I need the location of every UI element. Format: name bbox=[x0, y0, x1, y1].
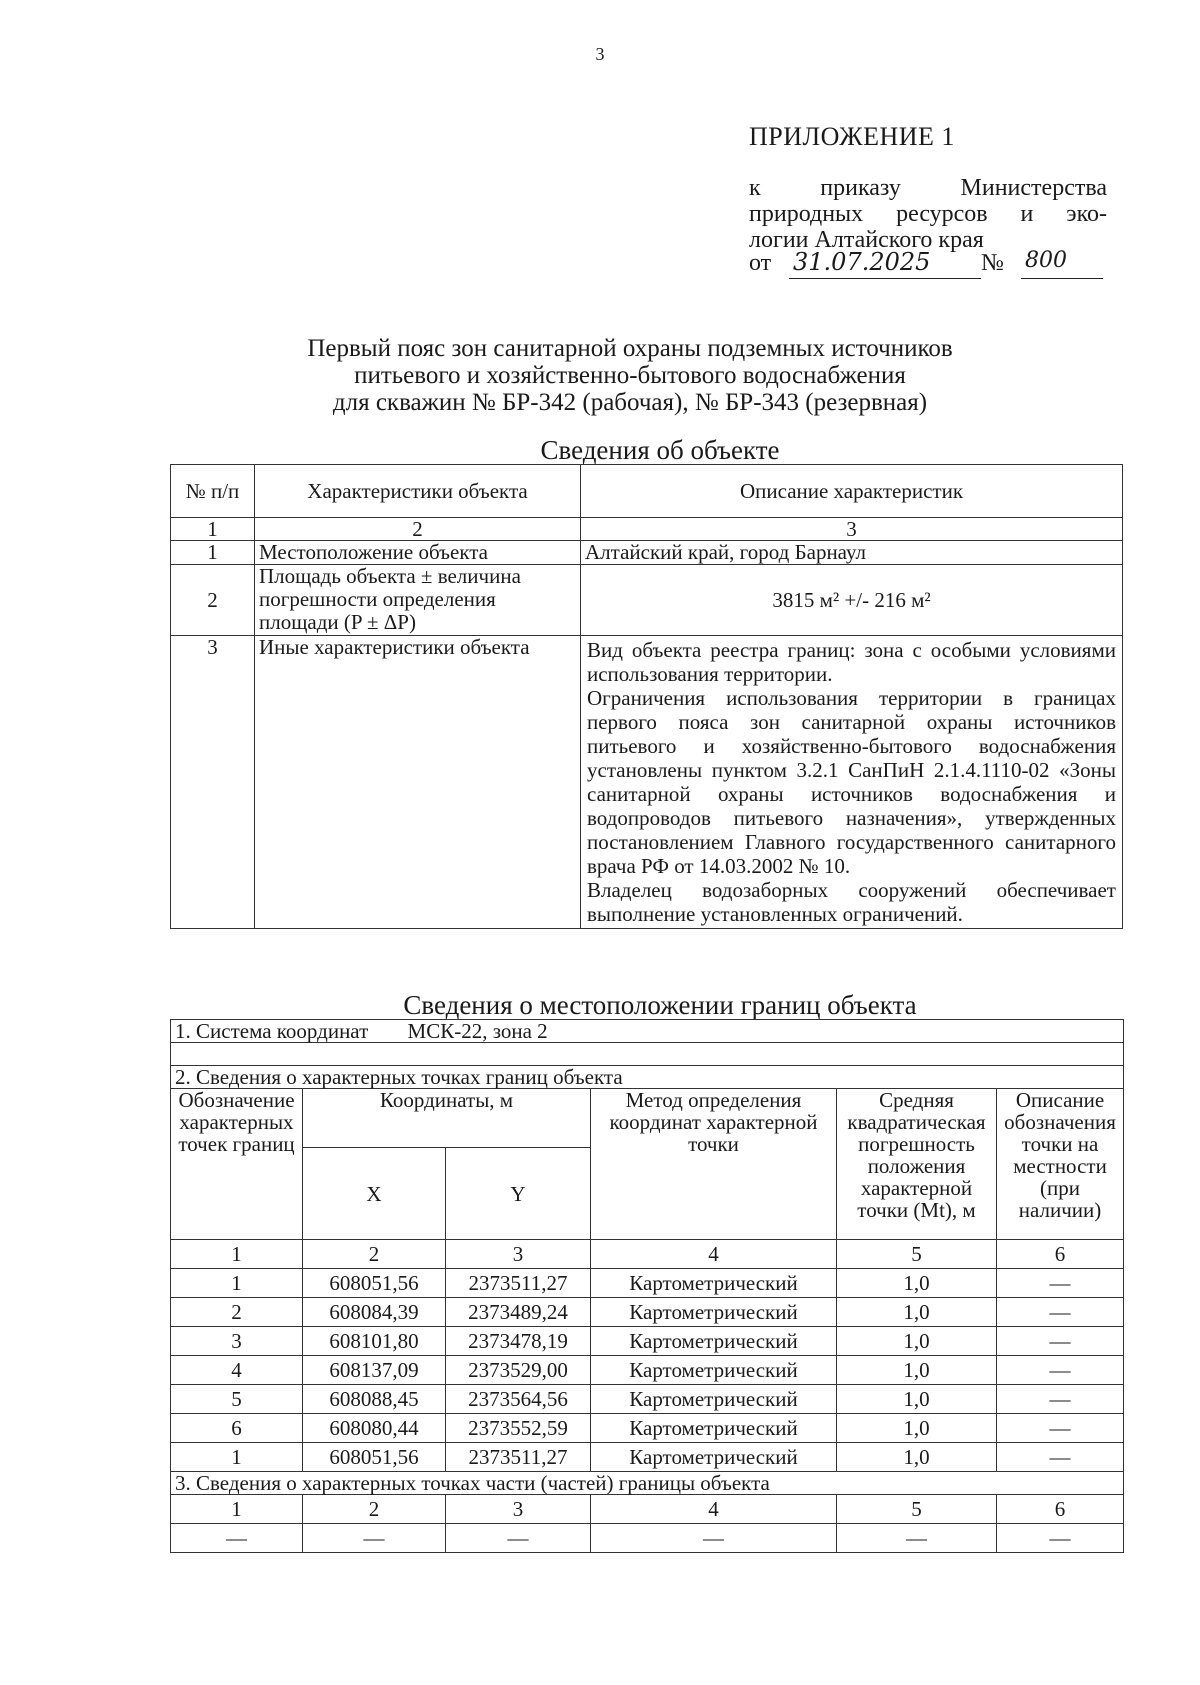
table-header-row bbox=[171, 465, 1123, 518]
row-value: Алтайский край, город Барнаул bbox=[581, 541, 1123, 565]
document-title-line-3: для скважин № БР-342 (рабочая), № БР-343 (резервная) bbox=[332, 389, 928, 416]
table-row bbox=[171, 1298, 1124, 1327]
point-desc: — bbox=[997, 1327, 1124, 1356]
header-x: X bbox=[303, 1148, 446, 1240]
appendix-line-1: к приказу Министерства bbox=[749, 175, 1107, 201]
header-characteristic: Характеристики объекта bbox=[255, 465, 581, 518]
document-title-line-2: питьевого и хозяйственно-бытового водоснабжения bbox=[354, 362, 906, 389]
point-method: Картометрический bbox=[591, 1298, 837, 1327]
parts-cell: — bbox=[303, 1524, 446, 1553]
row-num: 2 bbox=[171, 565, 255, 636]
row-value bbox=[581, 636, 1123, 929]
document-title bbox=[200, 335, 1060, 416]
col-num: 2 bbox=[255, 518, 581, 541]
parts-data-row bbox=[171, 1524, 1124, 1553]
row-num: 3 bbox=[171, 636, 255, 929]
description-paragraph: Владелец водозаборных сооружений обеспечивает выполнение установленных ограничений. bbox=[587, 878, 1116, 926]
point-x: 608051,56 bbox=[303, 1443, 446, 1472]
header-y: Y bbox=[446, 1148, 591, 1240]
col-num: 3 bbox=[446, 1495, 591, 1524]
coord-system-label: 1. Система координат bbox=[175, 1019, 369, 1043]
point-method: Картометрический bbox=[591, 1443, 837, 1472]
table-row bbox=[171, 541, 1123, 565]
point-y: 2373529,00 bbox=[446, 1356, 591, 1385]
point-method: Картометрический bbox=[591, 1327, 837, 1356]
header-error: Средняя квадратическая погрешность положения характерной точки (Mt), м bbox=[837, 1089, 997, 1240]
point-desc: — bbox=[997, 1356, 1124, 1385]
header-point-label: Обозначение характерных точек границ bbox=[171, 1089, 303, 1240]
point-mt: 1,0 bbox=[837, 1269, 997, 1298]
table-row bbox=[171, 1327, 1124, 1356]
point-id: 1 bbox=[171, 1269, 303, 1298]
header-num: № п/п bbox=[171, 465, 255, 518]
row-value: 3815 м² +/- 216 м² bbox=[581, 565, 1123, 636]
spacer-row bbox=[171, 1043, 1124, 1066]
appendix-line-2: природных ресурсов и эко- bbox=[749, 201, 1107, 227]
coord-system-value: МСК-22, зона 2 bbox=[407, 1019, 548, 1043]
point-method: Картометрический bbox=[591, 1385, 837, 1414]
header-coords: Координаты, м bbox=[303, 1089, 591, 1148]
point-id: 5 bbox=[171, 1385, 303, 1414]
parts-cell: — bbox=[837, 1524, 997, 1553]
point-method: Картометрический bbox=[591, 1269, 837, 1298]
parts-cell: — bbox=[591, 1524, 837, 1553]
point-mt: 1,0 bbox=[837, 1414, 997, 1443]
coord-system-row bbox=[171, 1020, 1124, 1043]
appendix-line-3: логии Алтайского края bbox=[749, 227, 984, 253]
points-section-row bbox=[171, 1066, 1124, 1089]
column-number-row bbox=[171, 518, 1123, 541]
col-num: 5 bbox=[837, 1240, 997, 1269]
point-mt: 1,0 bbox=[837, 1356, 997, 1385]
table-row bbox=[171, 1356, 1124, 1385]
table-row bbox=[171, 1443, 1124, 1472]
page-number: 3 bbox=[595, 44, 605, 64]
point-method: Картометрический bbox=[591, 1414, 837, 1443]
point-y: 2373511,27 bbox=[446, 1443, 591, 1472]
point-y: 2373489,24 bbox=[446, 1298, 591, 1327]
spacer-cell bbox=[171, 1043, 1124, 1066]
point-mt: 1,0 bbox=[837, 1385, 997, 1414]
table-row bbox=[171, 1414, 1124, 1443]
location-info-table bbox=[170, 1019, 1124, 1553]
point-y: 2373478,19 bbox=[446, 1327, 591, 1356]
table-row bbox=[171, 1385, 1124, 1414]
parts-section-row bbox=[171, 1472, 1124, 1495]
order-date-handwritten: 31.07.2025 bbox=[789, 248, 981, 279]
point-id: 1 bbox=[171, 1443, 303, 1472]
object-info-table bbox=[170, 464, 1123, 929]
point-desc: — bbox=[997, 1269, 1124, 1298]
col-num: 1 bbox=[171, 1495, 303, 1524]
point-id: 3 bbox=[171, 1327, 303, 1356]
col-num: 4 bbox=[591, 1240, 837, 1269]
number-label: № bbox=[981, 250, 1004, 276]
column-number-row bbox=[171, 1240, 1124, 1269]
point-id: 2 bbox=[171, 1298, 303, 1327]
point-x: 608101,80 bbox=[303, 1327, 446, 1356]
header-description: Описание характеристик bbox=[581, 465, 1123, 518]
description-paragraph: Ограничения использования территории в границах первого пояса зон санитарной охраны источников питьевого и хозяйственно-бытового водоснабжения установлены пунктом 3.2.1 СанПиН 2.1.4.1110-02 «Зоны санитарной охраны источников водоснабжения и водопроводов питьевого назначения», утвержденных постановлением Главного государственного санитарного врача РФ от 14.03.2002 № 10. bbox=[587, 686, 1116, 878]
row-num: 1 bbox=[171, 541, 255, 565]
parts-cell: — bbox=[171, 1524, 303, 1553]
parts-section-label: 3. Сведения о характерных точках части (частей) границы объекта bbox=[171, 1472, 1124, 1495]
point-mt: 1,0 bbox=[837, 1298, 997, 1327]
col-num: 6 bbox=[997, 1495, 1124, 1524]
appendix-title: ПРИЛОЖЕНИЕ 1 bbox=[749, 122, 955, 151]
row-name: Площадь объекта ± величина погрешности определения площади (P ± ΔP) bbox=[255, 565, 581, 636]
location-info-title: Сведения о местоположении границ объекта bbox=[403, 990, 917, 1020]
row-name: Иные характеристики объекта bbox=[255, 636, 581, 929]
col-num: 4 bbox=[591, 1495, 837, 1524]
point-x: 608084,39 bbox=[303, 1298, 446, 1327]
point-x: 608051,56 bbox=[303, 1269, 446, 1298]
point-x: 608088,45 bbox=[303, 1385, 446, 1414]
row-name: Местоположение объекта bbox=[255, 541, 581, 565]
point-id: 6 bbox=[171, 1414, 303, 1443]
table-row bbox=[171, 636, 1123, 929]
point-y: 2373511,27 bbox=[446, 1269, 591, 1298]
document-title-line-1: Первый пояс зон санитарной охраны подземных источников bbox=[307, 335, 953, 362]
col-num: 1 bbox=[171, 518, 255, 541]
point-y: 2373552,59 bbox=[446, 1414, 591, 1443]
appendix-date-line bbox=[749, 250, 1109, 280]
points-section-label: 2. Сведения о характерных точках границ объекта bbox=[171, 1066, 1124, 1089]
header-description: Описание обозначения точки на местности (при наличии) bbox=[997, 1089, 1124, 1240]
parts-column-number-row bbox=[171, 1495, 1124, 1524]
col-num: 3 bbox=[581, 518, 1123, 541]
table-row bbox=[171, 1269, 1124, 1298]
point-desc: — bbox=[997, 1414, 1124, 1443]
point-method: Картометрический bbox=[591, 1356, 837, 1385]
col-num: 2 bbox=[303, 1240, 446, 1269]
col-num: 2 bbox=[303, 1495, 446, 1524]
col-num: 3 bbox=[446, 1240, 591, 1269]
point-id: 4 bbox=[171, 1356, 303, 1385]
object-info-title: Сведения об объекте bbox=[540, 435, 780, 465]
table-row bbox=[171, 565, 1123, 636]
point-x: 608080,44 bbox=[303, 1414, 446, 1443]
order-number-handwritten: 800 bbox=[1021, 248, 1103, 279]
point-desc: — bbox=[997, 1298, 1124, 1327]
point-desc: — bbox=[997, 1385, 1124, 1414]
point-desc: — bbox=[997, 1443, 1124, 1472]
header-method: Метод определения координат характерной точки bbox=[591, 1089, 837, 1240]
col-num: 5 bbox=[837, 1495, 997, 1524]
parts-cell: — bbox=[446, 1524, 591, 1553]
point-x: 608137,09 bbox=[303, 1356, 446, 1385]
coord-system-cell bbox=[171, 1020, 1124, 1043]
points-header-row bbox=[171, 1089, 1124, 1148]
date-label: от bbox=[749, 250, 772, 276]
description-paragraph: Вид объекта реестра границ: зона с особыми условиями использования территории. bbox=[587, 638, 1116, 686]
parts-cell: — bbox=[997, 1524, 1124, 1553]
col-num: 1 bbox=[171, 1240, 303, 1269]
col-num: 6 bbox=[997, 1240, 1124, 1269]
point-y: 2373564,56 bbox=[446, 1385, 591, 1414]
point-mt: 1,0 bbox=[837, 1327, 997, 1356]
point-mt: 1,0 bbox=[837, 1443, 997, 1472]
